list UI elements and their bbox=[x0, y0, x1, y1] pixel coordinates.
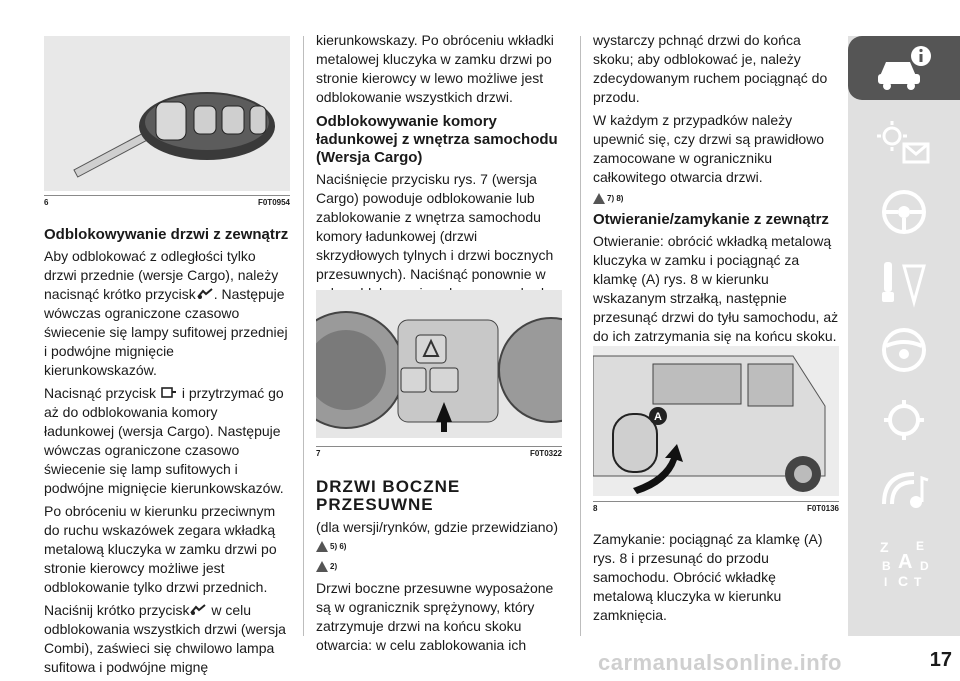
tab-emergency[interactable] bbox=[848, 386, 960, 454]
tools-icon bbox=[874, 256, 934, 308]
column-2-lower bbox=[316, 474, 562, 659]
text-span: Naciśnij krótko przycisk bbox=[44, 602, 190, 618]
figure-8-caption-rule bbox=[593, 501, 839, 502]
figure-8-caption bbox=[593, 504, 839, 513]
text-span: Nacisnąć przycisk bbox=[44, 385, 157, 401]
key-unlock-icon bbox=[196, 287, 214, 300]
paragraph: W każdym z przypadków należy upewnić się, czy drzwi są prawidłowo zamocowane w ograniczniku całkowitego otwarcia drzwi. bbox=[593, 112, 825, 185]
steering-wheel-icon bbox=[874, 324, 934, 376]
column-divider bbox=[303, 36, 304, 636]
warning-lights-icon bbox=[874, 118, 934, 170]
warning-reference bbox=[316, 539, 562, 553]
figure-6-caption bbox=[44, 198, 290, 207]
text-span: w celu odblokowania wszystkich drzwi (wersja Combi), zaświeci się chwilowo lampa sufitowa i podwójne mignę bbox=[44, 602, 286, 675]
index-letter: A bbox=[898, 551, 913, 573]
index-letter: I bbox=[884, 575, 888, 588]
paragraph: Drzwi boczne przesuwne wyposażone są w ogranicznik sprężynowy, który zatrzymuje drzwi na końcu skoku otwarcia: w celu zablokowania ich bbox=[316, 580, 554, 653]
key-fob-illustration bbox=[44, 36, 290, 191]
cargo-unlock-icon bbox=[160, 386, 178, 399]
warning-triangle-icon bbox=[316, 541, 328, 552]
dashboard-button-illustration bbox=[316, 290, 562, 438]
figure-code: F0T0322 bbox=[529, 449, 562, 458]
index-letter: B bbox=[882, 559, 891, 573]
index-letter: C bbox=[898, 573, 909, 588]
warning-triangle-icon bbox=[316, 561, 328, 572]
column-2 bbox=[316, 31, 562, 307]
text-span: i przytrzymać go aż do odblokowania komory ładunkowej (wersja Cargo). Następuje wówczas ograniczone czasowo świecenie się lamp sufitowych i podwójne mignięcie kierunkowskazów. bbox=[44, 385, 284, 496]
key-unlock-icon bbox=[189, 603, 207, 616]
tab-tools[interactable] bbox=[848, 248, 960, 316]
tab-alphabetical-index[interactable] bbox=[848, 528, 960, 596]
figure-number: 8 bbox=[593, 504, 598, 513]
section-heading: Odblokowywanie komory ładunkowej z wnętrza samochodu (Wersja Cargo) bbox=[316, 113, 558, 166]
column-divider bbox=[580, 36, 581, 636]
paragraph: Naciśnięcie przycisku rys. 7 (wersja Cargo) powoduje odblokowanie lub zablokowanie z wnętrza samochodu komory ładunkowej (drzwi skrzydłowych tylnych i drzwi bocznych przesuwnych). Naciśnąć ponownie w bbox=[316, 171, 554, 282]
warning-refs: 7) 8) bbox=[607, 193, 624, 203]
tab-steering[interactable] bbox=[848, 178, 960, 246]
alphabet-index-icon bbox=[874, 536, 934, 588]
figure-code: F0T0136 bbox=[806, 504, 839, 513]
index-letter: Z bbox=[880, 539, 889, 555]
warning-refs: 2) bbox=[330, 561, 338, 571]
page-number: 17 bbox=[929, 649, 952, 671]
section-heading: Otwieranie/zamykanie z zewnątrz bbox=[593, 211, 829, 228]
sliding-door-illustration bbox=[593, 346, 839, 496]
index-letter: T bbox=[914, 575, 922, 588]
paragraph: Po obróceniu w kierunku przeciwnym do ruchu wskazówek zegara wkładką metalową kluczyka w zamku drzwi po stronie kierowcy możliwe jest odblokowanie tylko drzwi przednich. bbox=[44, 503, 277, 595]
watermark: carmanualsonline.info bbox=[598, 650, 842, 675]
text-span: Aby odblokować z odległości tylko drzwi przednie (wersje Cargo), należy nacisnąć krótko przycisk bbox=[44, 248, 279, 302]
warning-reference bbox=[316, 559, 562, 573]
paragraph bbox=[44, 601, 290, 677]
warning-refs: 5) 6) bbox=[330, 541, 347, 551]
warning-reference bbox=[593, 191, 839, 205]
multimedia-icon bbox=[874, 464, 934, 516]
paragraph bbox=[44, 384, 290, 498]
warning-triangle-icon bbox=[593, 193, 605, 204]
car-info-icon bbox=[874, 42, 934, 94]
column-3-lower bbox=[593, 530, 839, 629]
figure-number: 6 bbox=[44, 198, 49, 207]
steering-wheel-icon bbox=[874, 186, 934, 238]
paragraph: Otwieranie: obrócić wkładką metalową kluczyka w zamku i pociągnąć za klamkę (A) rys. 8 w kierunku wskazanym strzałką, następnie przesunąć drzwi do tyłu samochodu, aż do ich zatrzymania się na końcu skoku. bbox=[593, 233, 839, 344]
column-1 bbox=[44, 226, 290, 681]
figure-code: F0T0954 bbox=[257, 198, 290, 207]
section-heading: Odblokowywanie drzwi z zewnątrz bbox=[44, 226, 289, 243]
figure-7-caption-rule bbox=[316, 446, 562, 447]
figure-6-key-fob bbox=[44, 36, 290, 191]
tab-warning-lights[interactable] bbox=[848, 110, 960, 178]
figure-number: 7 bbox=[316, 449, 321, 458]
paragraph: Zamykanie: pociągnąć za klamkę (A) rys. 8 i przesunąć do przodu samochodu. Obrócić wkładkę metalową kluczyka w kierunku zamknięcia. bbox=[593, 531, 823, 623]
paragraph: kierunkowskazy. Po obróceniu wkładki metalowej kluczyka w zamku drzwi po stronie kierowcy w lewo możliwe jest odblokowanie wszystkich drzwi. bbox=[316, 32, 554, 105]
figure-8-sliding-door bbox=[593, 346, 839, 496]
figure-6-caption-rule bbox=[44, 195, 290, 196]
tab-safety[interactable] bbox=[848, 316, 960, 384]
column-3 bbox=[593, 31, 839, 350]
callout-label: A bbox=[654, 411, 662, 423]
figure-7-dashboard-button bbox=[316, 290, 562, 438]
figure-7-caption bbox=[316, 449, 562, 458]
tab-multimedia[interactable] bbox=[848, 456, 960, 524]
index-letter: E bbox=[916, 539, 925, 553]
text-span: . Następuje wówczas ograniczone czasowo świecenie się lampy sufitowej przedniej i podwójne mignięcie kierunkowskazów. bbox=[44, 286, 288, 378]
tab-car-info[interactable] bbox=[848, 36, 960, 100]
paragraph bbox=[44, 247, 290, 380]
tools-icon bbox=[874, 394, 934, 446]
paragraph: (dla wersji/rynków, gdzie przewidziano) bbox=[316, 519, 558, 535]
paragraph: wystarczy pchnąć drzwi do końca skoku; aby odblokować je, należy zdecydowanym ruchem pociągnąć do przodu. bbox=[593, 32, 828, 105]
index-letter: D bbox=[920, 559, 929, 573]
chapter-title: DRZWI BOCZNE PRZESUWNE bbox=[316, 477, 461, 514]
chapter-sidebar bbox=[848, 36, 960, 636]
